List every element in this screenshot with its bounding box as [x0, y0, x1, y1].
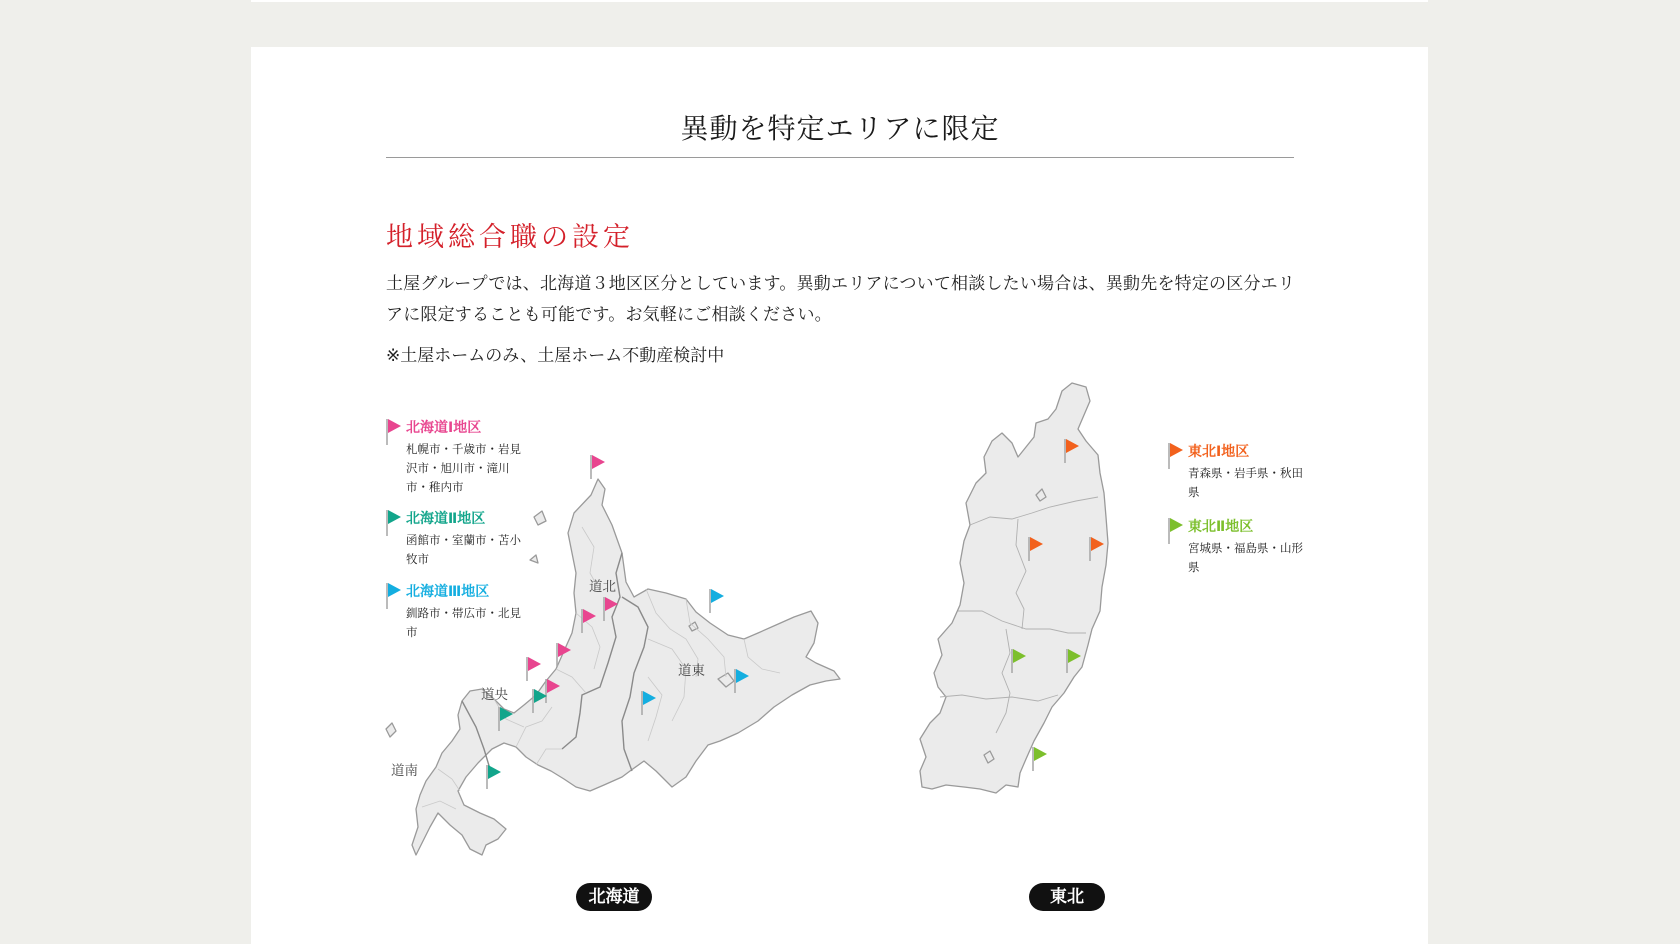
flag-icon	[1168, 518, 1184, 544]
tohoku-map-label: 東北	[1029, 883, 1105, 911]
lead-paragraph: 土屋グループでは、北海道３地区区分としています。異動エリアについて相談したい場合は、異動先を特定の区分エリアに限定することも可能です。お気軽にご相談ください。	[386, 274, 1296, 325]
flag-icon	[487, 765, 501, 789]
flag-icon	[591, 455, 605, 479]
legend-title: 北海道Ⅱ地区	[406, 511, 486, 527]
legend-cities: 釧路市・帯広市・北見市	[406, 606, 521, 639]
legend-title: 東北Ⅰ地区	[1188, 444, 1250, 460]
legend-hokkaido-1	[386, 419, 526, 497]
flag-icon	[527, 657, 541, 681]
flag-icon	[386, 419, 402, 445]
region-label-dohoku: 道北	[589, 579, 616, 595]
flag-icon	[1168, 443, 1184, 469]
section-heading: 地域総合職の設定	[386, 222, 634, 253]
area-maps	[386, 377, 1303, 937]
page-title: 異動を特定エリアに限定	[680, 112, 1000, 145]
hokkaido-map-label: 北海道	[576, 883, 652, 911]
content-card	[251, 47, 1428, 944]
flag-icon	[386, 583, 402, 609]
legend-cities: 宮城県・福島県・山形県	[1188, 541, 1303, 574]
legend-tohoku-2	[1168, 518, 1308, 577]
flag-icon	[386, 510, 402, 536]
legend-title: 北海道Ⅰ地区	[406, 420, 482, 436]
region-label-do-o: 道央	[481, 687, 508, 703]
top-strip	[251, 0, 1428, 2]
title-divider	[386, 157, 1294, 158]
flag-icon	[1033, 747, 1047, 771]
legend-cities: 函館市・室蘭市・苫小牧市	[406, 533, 521, 566]
region-label-donan: 道南	[391, 763, 418, 779]
footnote: ※土屋ホームのみ、土屋ホーム不動産検討中	[386, 346, 725, 366]
flag-icon	[710, 589, 724, 613]
legend-hokkaido-2	[386, 510, 526, 569]
legend-cities: 青森県・岩手県・秋田県	[1188, 466, 1303, 499]
legend-title: 北海道Ⅲ地区	[406, 584, 490, 600]
tohoku-map	[920, 383, 1108, 793]
legend-title: 東北Ⅱ地区	[1188, 519, 1254, 535]
legend-hokkaido-3	[386, 583, 526, 642]
legend-tohoku-1	[1168, 443, 1308, 502]
legend-cities: 札幌市・千歳市・岩見沢市・旭川市・滝川市・稚内市	[406, 442, 521, 494]
region-label-doto: 道東	[678, 663, 705, 679]
